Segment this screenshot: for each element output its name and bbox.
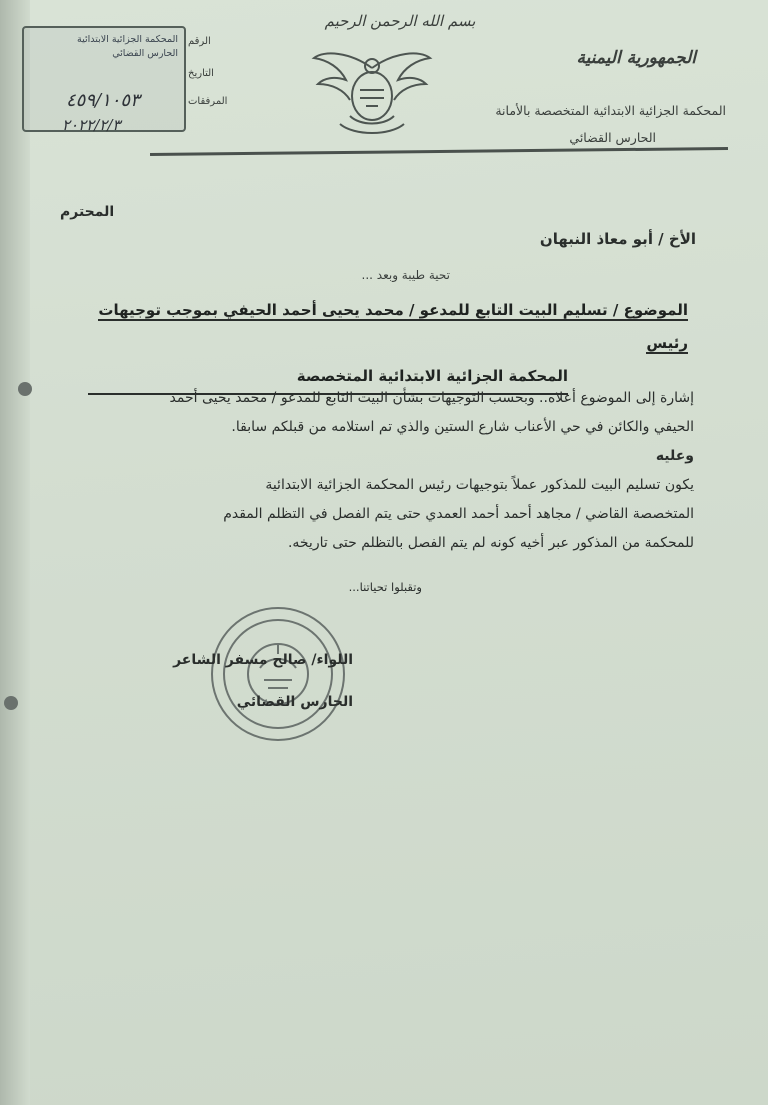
reference-stamp [22, 26, 186, 132]
body-line: المتخصصة القاضي / مجاهد أحمد أحمد العمدي حتى يتم الفصل في التظلم المقدم [223, 506, 694, 522]
body-line: الحيفي والكائن في حي الأعناب شارع الستين والذي تم استلامه من قبلكم سابقا. [231, 419, 694, 435]
header-divider [150, 147, 728, 156]
stamp-date-value: ٢٠٢٢/٢/٣ [62, 116, 121, 134]
country-name: الجمهورية اليمنية [576, 48, 696, 68]
body-line: للمحكمة من المذكور عبر أخيه كونه لم يتم الفصل بالتظلم حتى تاريخه. [287, 535, 694, 551]
body-connector: وعليه [655, 448, 694, 464]
body-line: إشارة إلى الموضوع أعلاه.. وبحسب التوجيهات بشأن البيت التابع للمدعو / محمد يحيى أحمد [169, 390, 694, 406]
yemen-eagle-emblem-icon [310, 46, 434, 140]
stamp-line-court: المحكمة الجزائية الابتدائية [77, 34, 178, 45]
stamp-label-date: التاريخ [188, 68, 214, 79]
binder-hole-bottom [4, 696, 18, 710]
basmala: بسم الله الرحمن الرحيم [324, 12, 476, 30]
signature-block [93, 652, 353, 736]
department-name: الحارس القضائي [569, 130, 656, 145]
stamp-label-number: الرقم [188, 36, 211, 47]
addressee: الأخ / أبو معاذ النبهان [539, 230, 696, 248]
binder-hole-top [18, 382, 32, 396]
letterhead [466, 48, 726, 145]
subject-line-1: الموضوع / تسليم البيت التابع للمدعو / محمد يحيى أحمد الحيفي بموجب توجيهات رئيس [98, 301, 688, 352]
stamp-line-guard: الحارس القضائي [112, 48, 178, 59]
respect-salutation: المحترم [60, 204, 115, 220]
body-line: يكون تسليم البيت للمذكور عملاً بتوجيهات رئيس المحكمة الجزائية الابتدائية [265, 477, 694, 493]
closing-line: وتقبلوا تحياتنا... [348, 580, 422, 594]
letter-body [54, 384, 694, 558]
subject [88, 294, 688, 395]
signatory-title: الحارس القضائي [236, 694, 353, 710]
signatory-name: اللواء/ صالح مسفر الشاعر [173, 652, 353, 668]
court-name: المحكمة الجزائية الابتدائية المتخصصة بالأمانة [495, 103, 726, 118]
subject-line-2: المحكمة الجزائية الابتدائية المتخصصة [88, 360, 568, 395]
greeting: تحية طيبة وبعد ... [361, 268, 450, 282]
stamp-label-attachments: المرفقات [188, 96, 228, 107]
stamp-number-value: ٤٥٩/١٠٥٣ [66, 90, 140, 111]
